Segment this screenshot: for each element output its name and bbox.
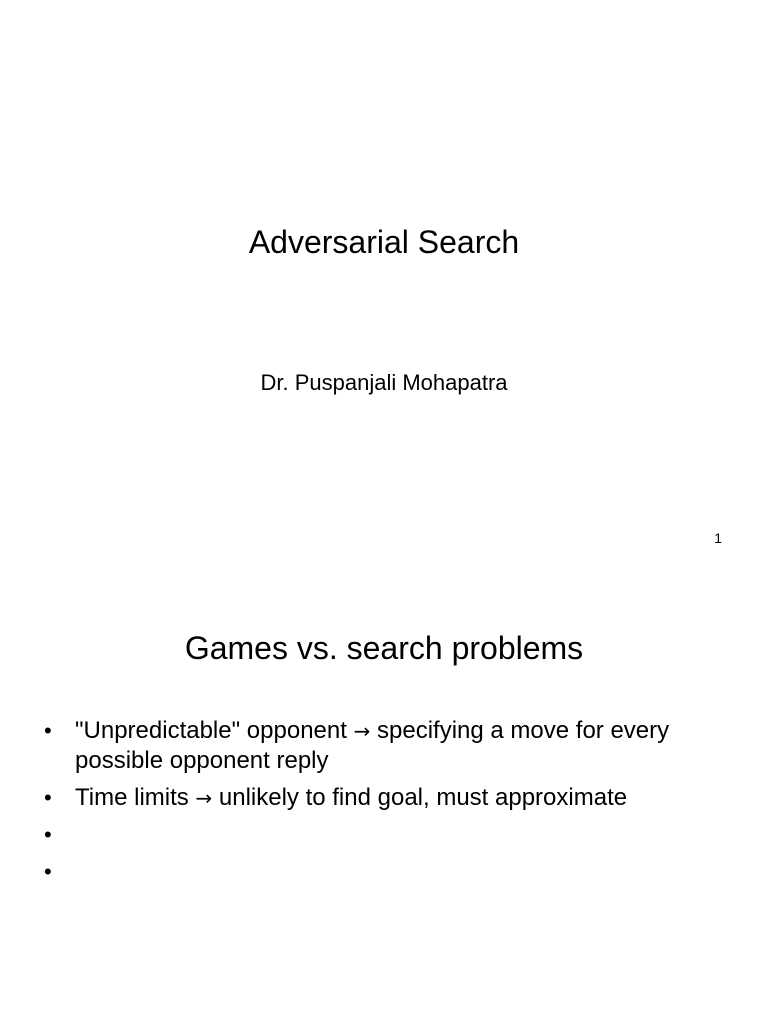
bullet-item [0, 716, 768, 776]
bullet-icon: • [44, 822, 52, 847]
bullet-item [0, 783, 768, 813]
page-number: 1 [714, 530, 722, 546]
bullet-icon: • [44, 785, 52, 810]
bullet-text-rest: unlikely to find goal, must approximate [212, 784, 628, 811]
bullet-text-lead: "Unpredictable" opponent [75, 717, 354, 744]
right-arrow-icon: → [353, 719, 371, 743]
right-arrow-icon: → [195, 786, 213, 810]
bullet-list [0, 716, 768, 887]
bullet-icon: • [44, 718, 52, 743]
slide-subtitle: Dr. Puspanjali Mohapatra [260, 370, 508, 395]
slide-2 [0, 576, 768, 1024]
bullet-text-rest: specifying a move for every possible opponent reply [75, 717, 670, 774]
bullet-icon: • [44, 859, 52, 884]
bullet-text-lead: Time limits [75, 784, 196, 811]
bullet-item-empty [0, 820, 768, 850]
bullet-item-empty [0, 857, 768, 887]
slide-title: Adversarial Search [248, 224, 520, 260]
slide-title: Games vs. search problems [184, 630, 584, 666]
